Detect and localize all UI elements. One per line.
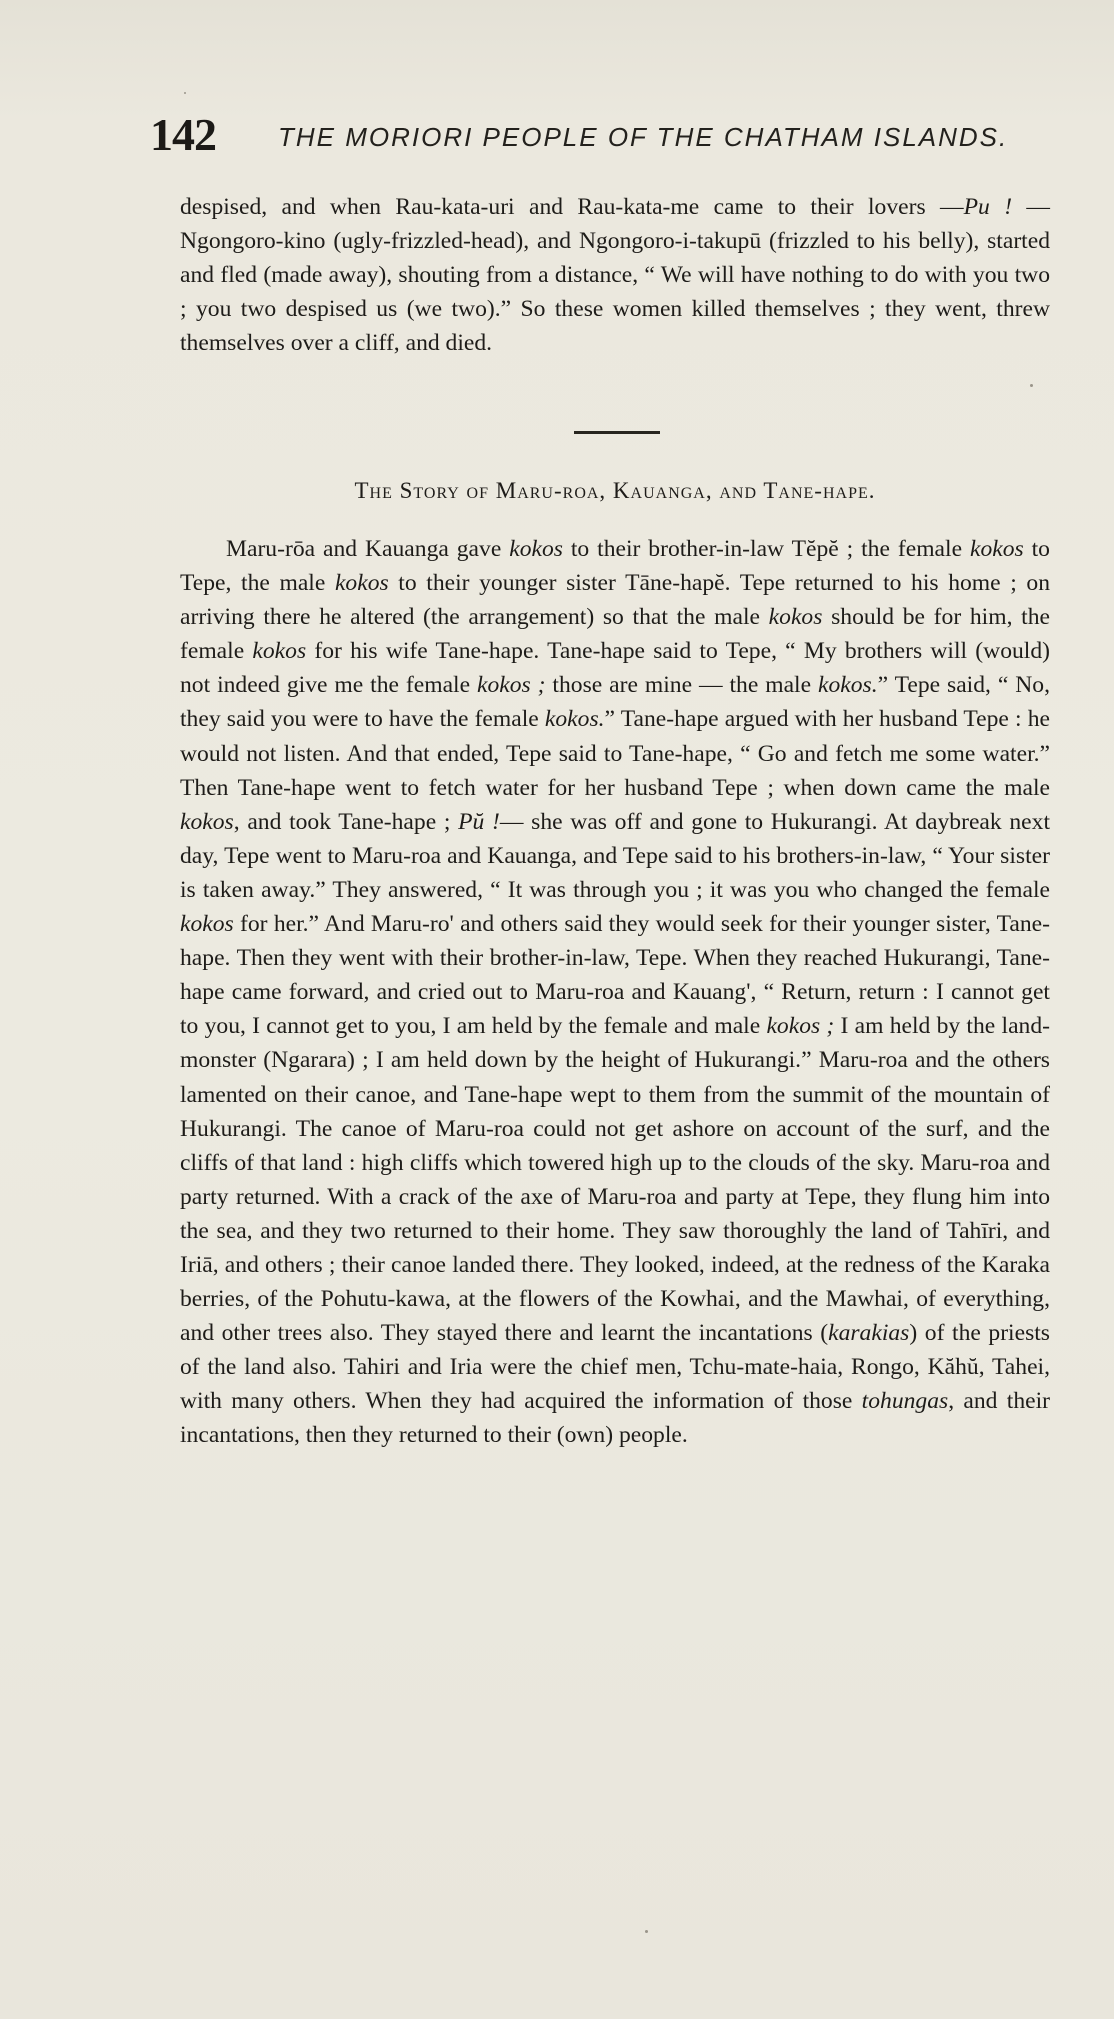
- running-title: THE MORIORI PEOPLE OF THE CHATHAM ISLANDS.: [278, 122, 1009, 152]
- italic-term: kokos: [768, 604, 823, 631]
- italic-term: kokos.: [544, 706, 605, 733]
- paragraph-2: [180, 532, 1050, 1453]
- italic-term: kokos: [180, 911, 234, 938]
- section-title: The Story of Maru-roa, Kauanga, and Tane-hape.: [354, 478, 876, 503]
- page-header: [150, 108, 1010, 158]
- italic-term: tohungas: [861, 1388, 949, 1415]
- italic-term: kokos: [509, 536, 563, 562]
- text-segment: , and took Tane-hape ;: [233, 808, 459, 835]
- text-segment: — Ngongoro-kino (ugly-frizzled-head), and Ngongoro-i-takupū (frizzled to his belly), started and fled (made away), shouting from a distance, “ We will have nothing to do with you two ; you two despised us (we two).” So these women killed themselves ; they went, threw themselves over a cliff, and died.: [180, 194, 1050, 357]
- page-number: 142: [150, 109, 216, 160]
- paper-speck: [184, 92, 186, 94]
- italic-exclamation: Pu !: [963, 194, 1013, 220]
- text-segment: , and their incantations, then they returned to their (own) people.: [180, 1388, 1050, 1449]
- italic-term: kokos: [252, 638, 307, 665]
- italic-exclamation: Pŭ !: [458, 808, 500, 835]
- italic-term: karakias: [828, 1320, 910, 1347]
- story-paragraph: [180, 532, 1050, 1453]
- italic-term: kokos ;: [766, 1013, 835, 1040]
- paragraph-1: [180, 190, 1050, 360]
- italic-term: kokos: [334, 570, 389, 597]
- text-segment: Maru-rōa and Kauanga gave: [226, 536, 510, 562]
- text-segment: to their brother-in-law Tĕpĕ ; the female: [562, 536, 970, 562]
- text-segment: ” Tepe said, “ No, they said you were to have the female: [180, 672, 1050, 733]
- italic-term: kokos.: [818, 672, 878, 699]
- text-segment: ) of the priests of the land also. Tahiri and Iria were the chief men, Tchu-mate-haia, Rongo, Kăhŭ, Tahei, with many others. When they had acquired the information of those: [180, 1320, 1050, 1415]
- text-segment: for her.” And Maru-ro' and others said they would seek for their younger sister, Tane-hape. Then they went with their brother-in-law, Tepe. When they reached Hukurangi, Tane-hape came forward, and cried out to Maru-roa and Kauang', “ Return, return : I cannot get to you, I cannot get to you, I am held by the female and male: [180, 911, 1050, 1040]
- text-segment: — she was off and gone to Hukurangi. At daybreak next day, Tepe went to Maru-roa and Kauanga, and Tepe said to his brothers-in-law, “ Your sister is taken away.” They answered, “ It was through you ; it was you who changed the female: [180, 808, 1051, 903]
- text-segment: I am held by the land-monster (Ngarara) ; I am held down by the height of Hukurangi.” Maru-roa and the others lamented on their canoe, and Tane-hape wept to them from the summit of the mountain of Hukurangi. The canoe of Maru-roa could not get ashore on account of the surf, and the cliffs of that land : high cliffs which towered high up to the clouds of the sky. Maru-roa and party returned. With a crack of the axe of Maru-roa and party at Tepe, they flung him into the sea, and they two returned to their home. They saw thoroughly the land of Tahīri, and Iriā, and others ; their canoe landed there. They looked, indeed, at the redness of the Karaka berries, of the Pohutu-kawa, at the flowers of the Kowhai, and the Mawhai, of everything, and other trees also. They stayed there and learnt the incantations (: [180, 1013, 1050, 1347]
- paper-speck: [645, 1930, 648, 1933]
- text-segment: despised, and when Rau-kata-uri and Rau-kata-me came to their lovers —: [180, 194, 964, 220]
- italic-term: kokos: [180, 808, 234, 835]
- section-divider: [574, 431, 660, 434]
- text-segment: should be for him, the female: [180, 604, 1050, 665]
- text-segment: to Tepe, the male: [180, 536, 1050, 597]
- text-segment: ” Tane-hape argued with her husband Tepe : he would not listen. And that ended, Tepe said to Tane-hape, “ Go and fetch me some water.” Then Tane-hape went to fetch water for her husband Tepe ; when down came the male: [180, 706, 1050, 801]
- text-segment: those are mine — the male: [545, 672, 819, 699]
- text-segment: for his wife Tane-hape. Tane-hape said to Tepe, “ My brothers will (would) not indeed give me the female: [180, 638, 1050, 699]
- italic-term: kokos ;: [477, 672, 546, 699]
- text-segment: to their younger sister Tāne-hapĕ. Tepe returned to his home ; on arriving there he altered (the arrangement) so that the male: [180, 570, 1051, 631]
- paper-speck: [1030, 384, 1033, 387]
- italic-term: kokos: [969, 536, 1024, 562]
